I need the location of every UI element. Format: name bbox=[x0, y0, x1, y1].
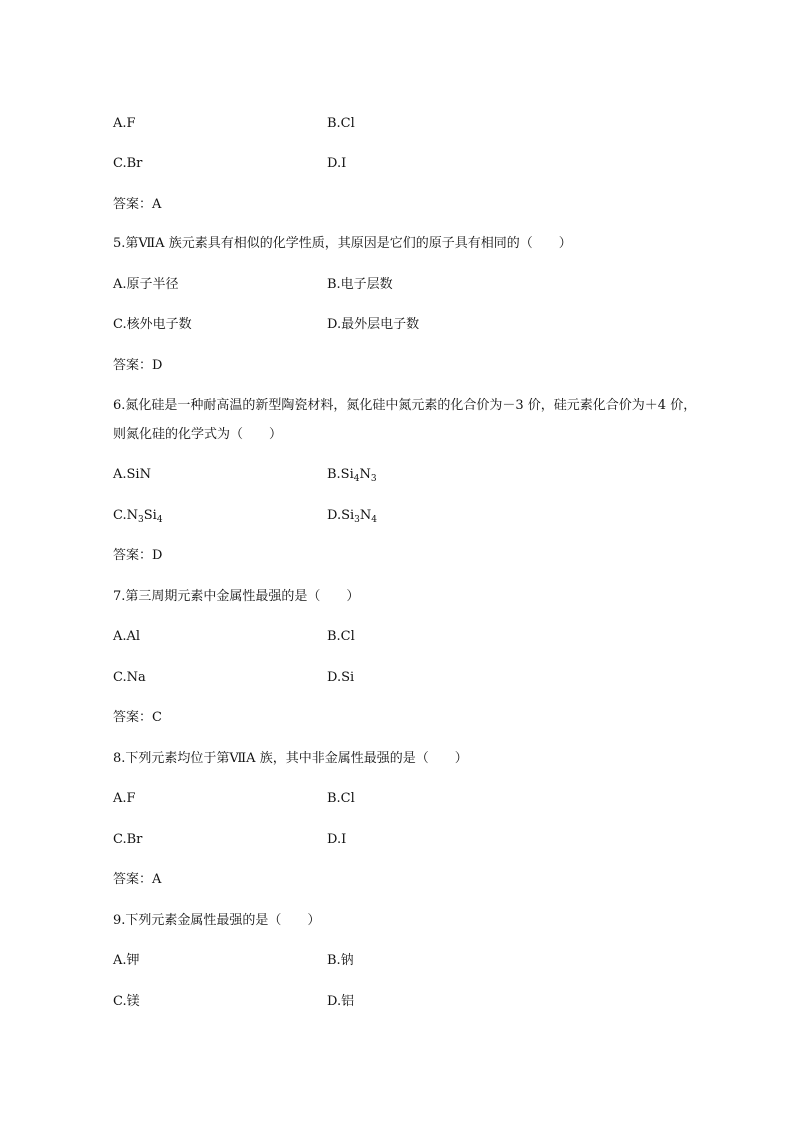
option-d: D.I bbox=[327, 156, 347, 171]
question-6-stem-line1: 6.氮化硅是一种耐高温的新型陶瓷材料，氮化硅中氮元素的化合价为－3 价，硅元素化合价为＋4 价， bbox=[113, 398, 697, 413]
question-6-stem-line2: 则氮化硅的化学式为（ ） bbox=[113, 427, 283, 442]
answer: 答案：A bbox=[113, 197, 162, 212]
option-c-text: C.N bbox=[113, 508, 138, 523]
option-b: B.Cl bbox=[327, 629, 355, 644]
option-d: D.I bbox=[327, 832, 347, 847]
option-c bbox=[113, 508, 163, 528]
option-d-text: D.Si bbox=[327, 508, 355, 523]
option-a: A.原子半径 bbox=[113, 277, 179, 292]
option-c: C.Na bbox=[113, 670, 146, 685]
option-b-text: N bbox=[359, 467, 371, 482]
option-a: A.SiN bbox=[113, 467, 151, 482]
answer: 答案：D bbox=[113, 358, 163, 373]
subscript: 4 bbox=[371, 515, 377, 525]
option-b bbox=[327, 467, 377, 487]
option-d: D.Si bbox=[327, 670, 355, 685]
answer: 答案：A bbox=[113, 872, 162, 887]
option-d-text: N bbox=[359, 508, 372, 523]
option-d: D.最外层电子数 bbox=[327, 317, 420, 332]
question-7-stem: 7.第三周期元素中金属性最强的是（ ） bbox=[113, 589, 360, 604]
answer: 答案：D bbox=[113, 548, 163, 563]
question-9-stem: 9.下列元素金属性最强的是（ ） bbox=[113, 913, 321, 928]
question-5-stem: 5.第ⅦA 族元素具有相似的化学性质，其原因是它们的原子具有相同的（ ） bbox=[113, 236, 572, 251]
option-a: A.F bbox=[113, 116, 136, 131]
answer: 答案：C bbox=[113, 710, 162, 725]
subscript: 3 bbox=[138, 515, 144, 525]
option-c: C.镁 bbox=[113, 994, 140, 1009]
question-8-stem: 8.下列元素均位于第ⅦA 族，其中非金属性最强的是（ ） bbox=[113, 751, 468, 766]
subscript: 3 bbox=[354, 515, 360, 525]
option-d bbox=[327, 508, 377, 528]
option-c-text: Si bbox=[143, 508, 157, 523]
option-b: B.钠 bbox=[327, 953, 354, 968]
option-a: A.F bbox=[113, 791, 136, 806]
option-a: A.Al bbox=[113, 629, 141, 644]
option-b: B.Cl bbox=[327, 116, 355, 131]
option-b: B.Cl bbox=[327, 791, 355, 806]
subscript: 4 bbox=[156, 515, 163, 525]
subscript: 4 bbox=[353, 474, 360, 484]
option-b: B.电子层数 bbox=[327, 277, 393, 292]
option-a: A.钾 bbox=[113, 953, 140, 968]
option-b-text: B.Si bbox=[327, 467, 354, 482]
option-c: C.核外电子数 bbox=[113, 317, 192, 332]
subscript: 3 bbox=[370, 474, 377, 484]
option-d: D.铝 bbox=[327, 994, 355, 1009]
option-c: C.Br bbox=[113, 832, 143, 847]
option-c: C.Br bbox=[113, 156, 143, 171]
